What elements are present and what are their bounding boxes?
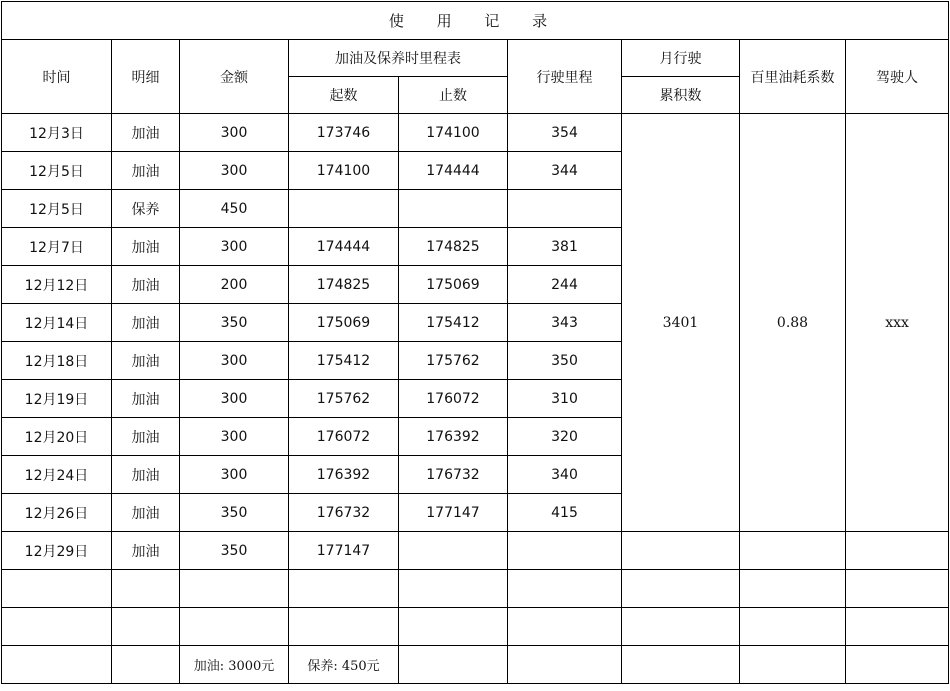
empty-cell — [399, 646, 508, 684]
empty-cell — [289, 608, 399, 646]
empty-row — [2, 570, 949, 608]
distance-cell: 415 — [508, 494, 622, 532]
date-cell: 12月5日 — [2, 190, 112, 228]
date-cell: 12月29日 — [2, 532, 112, 570]
empty-cell — [508, 570, 622, 608]
date-cell: 12月18日 — [2, 342, 112, 380]
empty-cell — [740, 570, 846, 608]
empty-cell — [846, 646, 949, 684]
start-odometer-cell: 177147 — [289, 532, 399, 570]
end-odometer-cell: 177147 — [399, 494, 508, 532]
distance-cell: 350 — [508, 342, 622, 380]
empty-cell — [2, 608, 112, 646]
date-cell: 12月12日 — [2, 266, 112, 304]
empty-cell — [622, 646, 740, 684]
empty-cell — [112, 608, 180, 646]
detail-cell: 加油 — [112, 456, 180, 494]
amount-cell: 300 — [180, 418, 289, 456]
detail-cell: 保养 — [112, 190, 180, 228]
start-odometer-cell: 174100 — [289, 152, 399, 190]
date-cell: 12月20日 — [2, 418, 112, 456]
empty-cell — [508, 646, 622, 684]
header-end: 止数 — [399, 77, 508, 114]
start-odometer-cell: 174825 — [289, 266, 399, 304]
distance-cell — [508, 532, 622, 570]
fuel-total-cell: 加油: 3000元 — [180, 646, 289, 684]
header-monthly-bottom: 累积数 — [622, 77, 740, 114]
end-odometer-cell: 175762 — [399, 342, 508, 380]
end-odometer-cell — [399, 532, 508, 570]
end-odometer-cell: 176732 — [399, 456, 508, 494]
empty-cell — [2, 646, 112, 684]
fuel-coefficient-cell — [740, 532, 846, 570]
distance-cell: 244 — [508, 266, 622, 304]
usage-record-table — [1, 1, 949, 684]
start-odometer-cell — [289, 190, 399, 228]
amount-cell: 350 — [180, 304, 289, 342]
start-odometer-cell: 176072 — [289, 418, 399, 456]
start-odometer-cell: 173746 — [289, 114, 399, 152]
header-start: 起数 — [289, 77, 399, 114]
detail-cell: 加油 — [112, 266, 180, 304]
empty-cell — [180, 608, 289, 646]
empty-cell — [2, 570, 112, 608]
header-amount: 金额 — [180, 40, 289, 114]
empty-cell — [622, 608, 740, 646]
empty-cell — [399, 608, 508, 646]
detail-cell: 加油 — [112, 418, 180, 456]
detail-cell: 加油 — [112, 152, 180, 190]
detail-cell: 加油 — [112, 342, 180, 380]
detail-cell: 加油 — [112, 228, 180, 266]
end-odometer-cell: 175412 — [399, 304, 508, 342]
table-row — [2, 532, 949, 570]
usage-record-sheet — [1, 1, 948, 689]
empty-cell — [740, 608, 846, 646]
start-odometer-cell: 174444 — [289, 228, 399, 266]
empty-cell — [622, 570, 740, 608]
detail-cell: 加油 — [112, 494, 180, 532]
date-cell: 12月19日 — [2, 380, 112, 418]
distance-cell: 344 — [508, 152, 622, 190]
header-odometer-group: 加油及保养时里程表 — [289, 40, 508, 77]
distance-cell: 310 — [508, 380, 622, 418]
amount-cell: 300 — [180, 228, 289, 266]
start-odometer-cell: 175762 — [289, 380, 399, 418]
amount-cell: 300 — [180, 342, 289, 380]
distance-cell: 354 — [508, 114, 622, 152]
detail-cell: 加油 — [112, 304, 180, 342]
date-cell: 12月3日 — [2, 114, 112, 152]
header-fuel-coefficient: 百里油耗系数 — [740, 40, 846, 114]
empty-cell — [112, 570, 180, 608]
date-cell: 12月24日 — [2, 456, 112, 494]
monthly-total-cell: 3401 — [622, 114, 740, 532]
maintenance-total-cell: 保养: 450元 — [289, 646, 399, 684]
end-odometer-cell — [399, 190, 508, 228]
monthly-total-cell — [622, 532, 740, 570]
distance-cell: 340 — [508, 456, 622, 494]
start-odometer-cell: 176732 — [289, 494, 399, 532]
amount-cell: 300 — [180, 456, 289, 494]
distance-cell — [508, 190, 622, 228]
empty-cell — [846, 608, 949, 646]
distance-cell: 381 — [508, 228, 622, 266]
end-odometer-cell: 176072 — [399, 380, 508, 418]
empty-cell — [508, 608, 622, 646]
end-odometer-cell: 174825 — [399, 228, 508, 266]
driver-cell: xxx — [846, 114, 949, 532]
amount-cell: 300 — [180, 380, 289, 418]
start-odometer-cell: 176392 — [289, 456, 399, 494]
date-cell: 12月26日 — [2, 494, 112, 532]
driver-cell — [846, 532, 949, 570]
header-driver: 驾驶人 — [846, 40, 949, 114]
detail-cell: 加油 — [112, 114, 180, 152]
amount-cell: 300 — [180, 152, 289, 190]
start-odometer-cell: 175069 — [289, 304, 399, 342]
amount-cell: 350 — [180, 532, 289, 570]
amount-cell: 300 — [180, 114, 289, 152]
empty-cell — [289, 570, 399, 608]
amount-cell: 450 — [180, 190, 289, 228]
end-odometer-cell: 175069 — [399, 266, 508, 304]
date-cell: 12月5日 — [2, 152, 112, 190]
start-odometer-cell: 175412 — [289, 342, 399, 380]
empty-cell — [740, 646, 846, 684]
header-time: 时间 — [2, 40, 112, 114]
header-distance: 行驶里程 — [508, 40, 622, 114]
detail-cell: 加油 — [112, 532, 180, 570]
end-odometer-cell: 174100 — [399, 114, 508, 152]
empty-cell — [399, 570, 508, 608]
header-detail: 明细 — [112, 40, 180, 114]
date-cell: 12月14日 — [2, 304, 112, 342]
empty-row — [2, 608, 949, 646]
empty-cell — [846, 570, 949, 608]
amount-cell: 200 — [180, 266, 289, 304]
amount-cell: 350 — [180, 494, 289, 532]
distance-cell: 343 — [508, 304, 622, 342]
detail-cell: 加油 — [112, 380, 180, 418]
end-odometer-cell: 174444 — [399, 152, 508, 190]
header-monthly-top: 月行驶 — [622, 40, 740, 77]
fuel-coefficient-cell: 0.88 — [740, 114, 846, 532]
sheet-title: 使 用 记 录 — [2, 2, 949, 40]
summary-row — [2, 646, 949, 684]
table-row — [2, 114, 949, 152]
distance-cell: 320 — [508, 418, 622, 456]
end-odometer-cell: 176392 — [399, 418, 508, 456]
date-cell: 12月7日 — [2, 228, 112, 266]
empty-cell — [180, 570, 289, 608]
empty-cell — [112, 646, 180, 684]
